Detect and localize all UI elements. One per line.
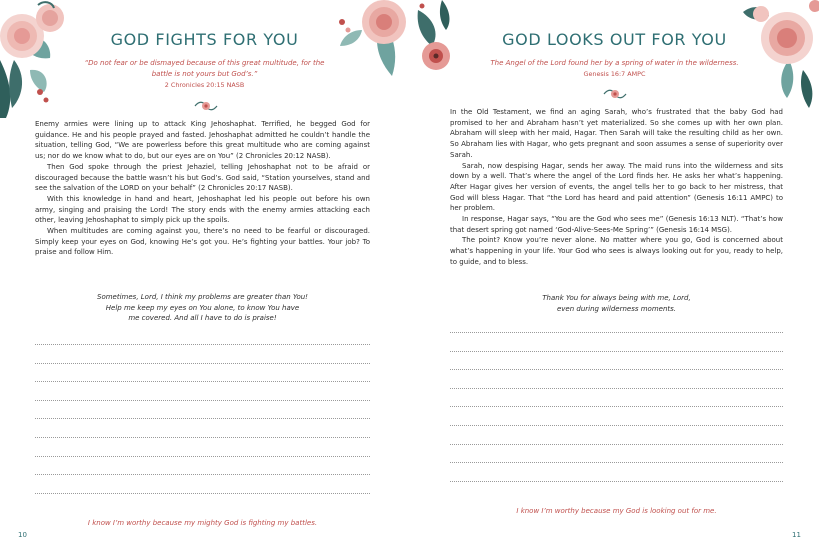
journal-line[interactable] [35,474,370,475]
affirmation: I know I’m worthy because my God is looking out for me. [516,507,717,515]
journal-line[interactable] [35,493,370,494]
prayer-line: me covered. And all I have to do is praise! [128,314,277,323]
paragraph: With this knowledge in hand and heart, Jehoshaphat led his people out before his own army, singing and praising the Lord! The story ends with the enemy armies attacking each other, leaving Jehoshaphat to simply pick up the spoils. [35,194,370,225]
paragraph: In response, Hagar says, “You are the God who sees me” (Genesis 16:13 NLT). “That’s how that desert spring got named ‘God-Alive-Sees-Me Spring’” (Genesis 16:14 MSG). [450,215,783,234]
page-number: 10 [18,531,27,539]
devotional-body [35,119,370,258]
journal-line[interactable] [450,351,783,352]
journal-line[interactable] [35,418,370,419]
verse-reference: Genesis 16:7 AMPC [583,70,646,78]
journal-line[interactable] [35,400,370,401]
paragraph: In the Old Testament, we find an aging Sarah, who’s frustrated that the baby God had promised to her and Abraham hasn’t yet materialized. So she comes up with her own plan. Abraham will sleep with her maid, Hagar. Then Sarah will take the resulting child as her own. So Abraham lies with Hagar, who gets pregnant and soon assumes a sense of superiority over Sarah. [450,108,783,159]
paragraph: The point? Know you’re never alone. No matter where you go, God is concerned about what’s happening in your life. Your God who sees is always looking out for you, ready to help, to guide, and to bless. [450,236,783,266]
prayer-line: even during wilderness moments. [556,304,676,313]
paragraph: When multitudes are coming against you, there’s no need to be fearful or discouraged. Simply keep your eyes on God, knowing He’s got you. He’s fighting your battles. Your job? To praise and follow Him. [35,227,370,257]
journal-line[interactable] [35,456,370,457]
paragraph: Then God spoke through the priest Jehaziel, telling Jehoshaphat not to be afraid or discouraged because the battle wasn’t his but God’s. God said, “Station yourselves, stand and see the salvation of the LORD on your behalf” (2 Chronicles 20:17 NASB). [35,162,370,193]
journal-line[interactable] [450,481,783,482]
prayer-line: Sometimes, Lord, I think my problems are greater than You! [97,293,308,301]
paragraph: Sarah, now despising Hagar, sends her away. The maid runs into the wilderness and sits down by a well. That’s where the angel of the Lord finds her. He asks her what’s happening. After Hagar gives her version of events, the angel tells her to go back to her mistress, that God will bless Hagar. That “the Lord has heard and paid attention” (Genesis 16:11 AMPC) to her problem. [450,161,783,213]
prayer-line: Thank You for always being with me, Lord, [542,294,691,302]
prayer-line: Help me keep my eyes on You alone, to know You have [105,303,300,312]
journal-line[interactable] [35,344,370,345]
page-number: 11 [792,531,801,539]
floral-corner-right-icon [739,0,819,110]
flower-divider-icon [602,86,628,102]
prayer [35,292,370,324]
devotional-body [450,107,783,268]
journal-line[interactable] [450,462,783,463]
verse-reference: 2 Chronicles 20:15 NASB [164,81,245,89]
scripture-verse [410,58,819,80]
paragraph: Enemy armies were lining up to attack King Jehoshaphat. Terrified, he begged God for guidance. He and his people prayed and fasted. Jehoshaphat admitted he couldn’t handle the situation, telling God, “We are powerless before this great multitude who are coming against us; nor do we know what to do, but our eyes are on You” (2 Chronicles 20:12 NASB). [35,120,370,161]
page-title: GOD LOOKS OUT FOR YOU [502,30,727,49]
verse-text: The Angel of the Lord found her by a spring of water in the wilderness. [490,59,739,67]
journal-line[interactable] [450,406,783,407]
journal-line[interactable] [35,437,370,438]
right-page [410,0,819,558]
journal-line[interactable] [450,332,783,333]
journal-line[interactable] [450,444,783,445]
journal-lines [35,344,370,511]
affirmation: I know I’m worthy because my mighty God is fighting my battles. [87,519,318,527]
verse-text: “Do not fear or be dismayed because of this great multitude, for the battle is not yours but God’s.” [84,59,325,78]
journal-line[interactable] [450,388,783,389]
journal-line[interactable] [35,363,370,364]
prayer [450,293,783,314]
left-page [0,0,409,558]
journal-line[interactable] [450,425,783,426]
journal-line[interactable] [35,381,370,382]
journal-line[interactable] [450,369,783,370]
journal-lines [450,332,783,499]
flower-divider-icon [193,98,219,114]
page-title: GOD FIGHTS FOR YOU [110,30,299,49]
